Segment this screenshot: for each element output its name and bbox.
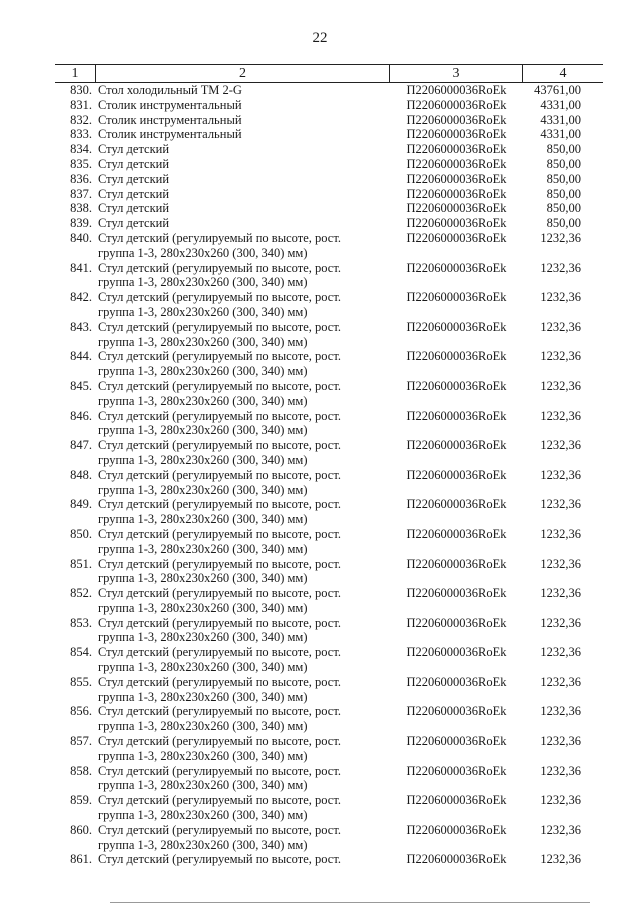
item-price: 4331,00 bbox=[540, 127, 581, 142]
inventory-code: П2206000036RoEk bbox=[406, 83, 507, 97]
inventory-code: П2206000036RoEk bbox=[406, 615, 507, 630]
row-number: 853. bbox=[70, 615, 92, 630]
item-name-cell bbox=[96, 645, 390, 675]
table-row bbox=[55, 98, 603, 113]
column-header-3: 3 bbox=[390, 65, 523, 82]
inventory-code: П2206000036RoEk bbox=[406, 260, 507, 275]
bottom-divider bbox=[110, 902, 590, 903]
item-price: 1232,36 bbox=[540, 319, 581, 334]
row-number: 846. bbox=[70, 408, 92, 423]
item-name-continuation: группа 1-3, 280х230х260 (300, 340) мм) bbox=[98, 600, 308, 615]
row-number: 848. bbox=[70, 467, 92, 482]
row-number: 845. bbox=[70, 378, 92, 393]
row-number: 831. bbox=[70, 97, 92, 112]
table-row bbox=[55, 497, 603, 527]
item-name-continuation: группа 1-3, 280х230х260 (300, 340) мм) bbox=[98, 778, 308, 793]
item-name: Столик инструментальный bbox=[98, 112, 242, 127]
item-name-cell bbox=[96, 675, 390, 705]
item-price: 1232,36 bbox=[540, 793, 581, 808]
item-name: Стул детский (регулируемый по высоте, рост. bbox=[98, 615, 342, 630]
table-row bbox=[55, 527, 603, 557]
inventory-code: П2206000036RoEk bbox=[406, 497, 507, 512]
table-row bbox=[55, 320, 603, 350]
row-number: 861. bbox=[70, 852, 92, 867]
inventory-code: П2206000036RoEk bbox=[406, 526, 507, 541]
item-price: 850,00 bbox=[546, 186, 581, 201]
item-name-cell bbox=[96, 261, 390, 291]
inventory-code: П2206000036RoEk bbox=[406, 734, 507, 749]
item-price: 1232,36 bbox=[540, 763, 581, 778]
item-name: Стул детский (регулируемый по высоте, рост. bbox=[98, 290, 342, 305]
item-name-continuation: группа 1-3, 280х230х260 (300, 340) мм) bbox=[98, 275, 308, 290]
table-row bbox=[55, 127, 603, 142]
item-price: 1232,36 bbox=[540, 556, 581, 571]
item-name-cell bbox=[96, 616, 390, 646]
column-header-2: 2 bbox=[96, 65, 390, 82]
item-name-cell bbox=[96, 142, 390, 157]
inventory-code: П2206000036RoEk bbox=[406, 290, 507, 305]
item-name: Стул детский (регулируемый по высоте, рост. bbox=[98, 852, 342, 867]
item-name-continuation: группа 1-3, 280х230х260 (300, 340) мм) bbox=[98, 630, 308, 645]
row-number: 830. bbox=[70, 83, 92, 97]
inventory-code: П2206000036RoEk bbox=[406, 349, 507, 364]
item-name-cell bbox=[96, 187, 390, 202]
item-name: Стул детский bbox=[98, 201, 170, 216]
table-row bbox=[55, 172, 603, 187]
item-price: 1232,36 bbox=[540, 290, 581, 305]
inventory-code: П2206000036RoEk bbox=[406, 556, 507, 571]
item-name: Стул детский (регулируемый по высоте, рост. bbox=[98, 526, 342, 541]
inventory-code: П2206000036RoEk bbox=[406, 586, 507, 601]
item-name-cell bbox=[96, 704, 390, 734]
item-price: 850,00 bbox=[546, 216, 581, 231]
inventory-code: П2206000036RoEk bbox=[406, 763, 507, 778]
page-number: 22 bbox=[312, 30, 328, 46]
item-price: 1232,36 bbox=[540, 645, 581, 660]
row-number: 833. bbox=[70, 127, 92, 142]
row-number: 843. bbox=[70, 319, 92, 334]
inventory-code: П2206000036RoEk bbox=[406, 112, 507, 127]
item-name-continuation: группа 1-3, 280х230х260 (300, 340) мм) bbox=[98, 512, 308, 527]
item-name-cell bbox=[96, 172, 390, 187]
item-name-cell bbox=[96, 98, 390, 113]
item-name: Стул детский (регулируемый по высоте, рост. bbox=[98, 378, 342, 393]
item-name-cell bbox=[96, 764, 390, 794]
item-name: Стол холодильный ТМ 2-G bbox=[98, 83, 242, 97]
item-name: Стул детский (регулируемый по высоте, рост. bbox=[98, 408, 342, 423]
item-price: 1232,36 bbox=[540, 230, 581, 245]
row-number: 832. bbox=[70, 112, 92, 127]
item-name-cell bbox=[96, 157, 390, 172]
item-name: Стул детский (регулируемый по высоте, рост. bbox=[98, 734, 342, 749]
inventory-code: П2206000036RoEk bbox=[406, 822, 507, 837]
table-row bbox=[55, 379, 603, 409]
item-name: Стул детский bbox=[98, 156, 170, 171]
inventory-code: П2206000036RoEk bbox=[406, 674, 507, 689]
item-name: Стул детский bbox=[98, 171, 170, 186]
item-name: Столик инструментальный bbox=[98, 97, 242, 112]
item-name: Стул детский (регулируемый по высоте, рост. bbox=[98, 586, 342, 601]
item-name: Стул детский (регулируемый по высоте, рост. bbox=[98, 438, 342, 453]
item-name: Стул детский (регулируемый по высоте, рост. bbox=[98, 319, 342, 334]
item-price: 1232,36 bbox=[540, 586, 581, 601]
item-name-continuation: группа 1-3, 280х230х260 (300, 340) мм) bbox=[98, 452, 308, 467]
table-row bbox=[55, 852, 603, 867]
table-row bbox=[55, 734, 603, 764]
item-name-continuation: группа 1-3, 280х230х260 (300, 340) мм) bbox=[98, 364, 308, 379]
item-price: 1232,36 bbox=[540, 526, 581, 541]
inventory-code: П2206000036RoEk bbox=[406, 319, 507, 334]
row-number: 859. bbox=[70, 793, 92, 808]
table-row bbox=[55, 616, 603, 646]
item-price: 850,00 bbox=[546, 156, 581, 171]
item-name-continuation: группа 1-3, 280х230х260 (300, 340) мм) bbox=[98, 660, 308, 675]
table-row bbox=[55, 557, 603, 587]
item-name-continuation: группа 1-3, 280х230х260 (300, 340) мм) bbox=[98, 482, 308, 497]
inventory-code: П2206000036RoEk bbox=[406, 645, 507, 660]
inventory-code: П2206000036RoEk bbox=[406, 201, 507, 216]
item-name-cell bbox=[96, 823, 390, 853]
item-price: 1232,36 bbox=[540, 674, 581, 689]
table-row bbox=[55, 201, 603, 216]
item-name-cell bbox=[96, 83, 390, 98]
item-name: Стул детский (регулируемый по высоте, рост. bbox=[98, 674, 342, 689]
item-name-cell bbox=[96, 438, 390, 468]
item-name: Стул детский (регулируемый по высоте, рост. bbox=[98, 793, 342, 808]
row-number: 847. bbox=[70, 438, 92, 453]
table-row bbox=[55, 83, 603, 98]
table-row bbox=[55, 409, 603, 439]
item-name-cell bbox=[96, 468, 390, 498]
inventory-table bbox=[55, 64, 603, 867]
item-name-cell bbox=[96, 113, 390, 128]
row-number: 857. bbox=[70, 734, 92, 749]
item-name-cell bbox=[96, 320, 390, 350]
table-row bbox=[55, 113, 603, 128]
item-name: Стул детский (регулируемый по высоте, рост. bbox=[98, 763, 342, 778]
item-price: 4331,00 bbox=[540, 112, 581, 127]
item-name: Стул детский (регулируемый по высоте, рост. bbox=[98, 822, 342, 837]
item-name-cell bbox=[96, 231, 390, 261]
inventory-code: П2206000036RoEk bbox=[406, 97, 507, 112]
table-row bbox=[55, 645, 603, 675]
table-row bbox=[55, 675, 603, 705]
item-price: 1232,36 bbox=[540, 704, 581, 719]
table-header-row bbox=[55, 64, 603, 83]
item-name-cell bbox=[96, 734, 390, 764]
item-price: 1232,36 bbox=[540, 734, 581, 749]
column-header-1: 1 bbox=[55, 65, 96, 82]
inventory-code: П2206000036RoEk bbox=[406, 142, 507, 157]
table-row bbox=[55, 261, 603, 291]
inventory-code: П2206000036RoEk bbox=[406, 704, 507, 719]
inventory-code: П2206000036RoEk bbox=[406, 793, 507, 808]
table-row bbox=[55, 187, 603, 202]
row-number: 837. bbox=[70, 186, 92, 201]
table-row bbox=[55, 468, 603, 498]
table-row bbox=[55, 290, 603, 320]
row-number: 834. bbox=[70, 142, 92, 157]
inventory-code: П2206000036RoEk bbox=[406, 216, 507, 231]
item-name-cell bbox=[96, 586, 390, 616]
item-name-cell bbox=[96, 497, 390, 527]
item-price: 1232,36 bbox=[540, 408, 581, 423]
item-name-cell bbox=[96, 527, 390, 557]
item-price: 1232,36 bbox=[540, 349, 581, 364]
table-row bbox=[55, 586, 603, 616]
item-price: 1232,36 bbox=[540, 438, 581, 453]
row-number: 840. bbox=[70, 230, 92, 245]
row-number: 855. bbox=[70, 674, 92, 689]
item-name-continuation: группа 1-3, 280х230х260 (300, 340) мм) bbox=[98, 541, 308, 556]
inventory-code: П2206000036RoEk bbox=[406, 408, 507, 423]
item-price: 1232,36 bbox=[540, 467, 581, 482]
item-name-cell bbox=[96, 852, 390, 867]
row-number: 851. bbox=[70, 556, 92, 571]
item-name: Стул детский bbox=[98, 216, 170, 231]
item-price: 1232,36 bbox=[540, 852, 581, 867]
inventory-code: П2206000036RoEk bbox=[406, 186, 507, 201]
table-row bbox=[55, 349, 603, 379]
table-body bbox=[55, 83, 603, 867]
row-number: 841. bbox=[70, 260, 92, 275]
item-name: Стул детский (регулируемый по высоте, рост. bbox=[98, 556, 342, 571]
item-price: 1232,36 bbox=[540, 260, 581, 275]
item-name: Стул детский (регулируемый по высоте, рост. bbox=[98, 230, 342, 245]
item-price: 1232,36 bbox=[540, 822, 581, 837]
inventory-code: П2206000036RoEk bbox=[406, 467, 507, 482]
item-name-cell bbox=[96, 793, 390, 823]
row-number: 849. bbox=[70, 497, 92, 512]
table-row bbox=[55, 142, 603, 157]
item-name-continuation: группа 1-3, 280х230х260 (300, 340) мм) bbox=[98, 808, 308, 823]
item-name-continuation: группа 1-3, 280х230х260 (300, 340) мм) bbox=[98, 837, 308, 852]
row-number: 836. bbox=[70, 171, 92, 186]
row-number: 850. bbox=[70, 526, 92, 541]
item-name-continuation: группа 1-3, 280х230х260 (300, 340) мм) bbox=[98, 689, 308, 704]
item-name: Стул детский (регулируемый по высоте, рост. bbox=[98, 497, 342, 512]
item-name-continuation: группа 1-3, 280х230х260 (300, 340) мм) bbox=[98, 334, 308, 349]
table-row bbox=[55, 793, 603, 823]
item-name-cell bbox=[96, 290, 390, 320]
item-name-cell bbox=[96, 127, 390, 142]
item-price: 1232,36 bbox=[540, 497, 581, 512]
table-row bbox=[55, 764, 603, 794]
item-name-continuation: группа 1-3, 280х230х260 (300, 340) мм) bbox=[98, 304, 308, 319]
item-price: 1232,36 bbox=[540, 378, 581, 393]
table-row bbox=[55, 216, 603, 231]
inventory-code: П2206000036RoEk bbox=[406, 438, 507, 453]
item-name: Стул детский (регулируемый по высоте, рост. bbox=[98, 704, 342, 719]
item-price: 850,00 bbox=[546, 201, 581, 216]
item-name-continuation: группа 1-3, 280х230х260 (300, 340) мм) bbox=[98, 748, 308, 763]
inventory-code: П2206000036RoEk bbox=[406, 156, 507, 171]
row-number: 835. bbox=[70, 156, 92, 171]
column-header-4: 4 bbox=[559, 66, 567, 81]
item-name: Стул детский (регулируемый по высоте, рост. bbox=[98, 467, 342, 482]
row-number: 852. bbox=[70, 586, 92, 601]
row-number: 838. bbox=[70, 201, 92, 216]
item-name-cell bbox=[96, 557, 390, 587]
table-row bbox=[55, 704, 603, 734]
row-number: 856. bbox=[70, 704, 92, 719]
item-name-continuation: группа 1-3, 280х230х260 (300, 340) мм) bbox=[98, 719, 308, 734]
item-name-continuation: группа 1-3, 280х230х260 (300, 340) мм) bbox=[98, 423, 308, 438]
table-row bbox=[55, 438, 603, 468]
item-name: Стул детский (регулируемый по высоте, рост. bbox=[98, 349, 342, 364]
item-name-continuation: группа 1-3, 280х230х260 (300, 340) мм) bbox=[98, 393, 308, 408]
item-price: 850,00 bbox=[546, 142, 581, 157]
item-name: Стул детский bbox=[98, 142, 170, 157]
table-row bbox=[55, 231, 603, 261]
item-name-cell bbox=[96, 349, 390, 379]
row-number: 860. bbox=[70, 822, 92, 837]
item-name-cell bbox=[96, 216, 390, 231]
inventory-code: П2206000036RoEk bbox=[406, 230, 507, 245]
row-number: 854. bbox=[70, 645, 92, 660]
inventory-code: П2206000036RoEk bbox=[406, 378, 507, 393]
item-name: Стул детский (регулируемый по высоте, рост. bbox=[98, 645, 342, 660]
table-row bbox=[55, 157, 603, 172]
table-row bbox=[55, 823, 603, 853]
item-price: 1232,36 bbox=[540, 615, 581, 630]
inventory-code: П2206000036RoEk bbox=[406, 127, 507, 142]
row-number: 844. bbox=[70, 349, 92, 364]
item-name-cell bbox=[96, 201, 390, 216]
row-number: 839. bbox=[70, 216, 92, 231]
inventory-code: П2206000036RoEk bbox=[406, 171, 507, 186]
item-name: Стул детский bbox=[98, 186, 170, 201]
row-number: 842. bbox=[70, 290, 92, 305]
item-price: 43761,00 bbox=[534, 83, 581, 97]
inventory-code: П2206000036RoEk bbox=[406, 852, 507, 867]
item-name: Стул детский (регулируемый по высоте, рост. bbox=[98, 260, 342, 275]
item-name-cell bbox=[96, 409, 390, 439]
item-name-cell bbox=[96, 379, 390, 409]
item-price: 850,00 bbox=[546, 171, 581, 186]
row-number: 858. bbox=[70, 763, 92, 778]
item-name-continuation: группа 1-3, 280х230х260 (300, 340) мм) bbox=[98, 245, 308, 260]
item-name-continuation: группа 1-3, 280х230х260 (300, 340) мм) bbox=[98, 571, 308, 586]
item-name: Столик инструментальный bbox=[98, 127, 242, 142]
item-price: 4331,00 bbox=[540, 97, 581, 112]
